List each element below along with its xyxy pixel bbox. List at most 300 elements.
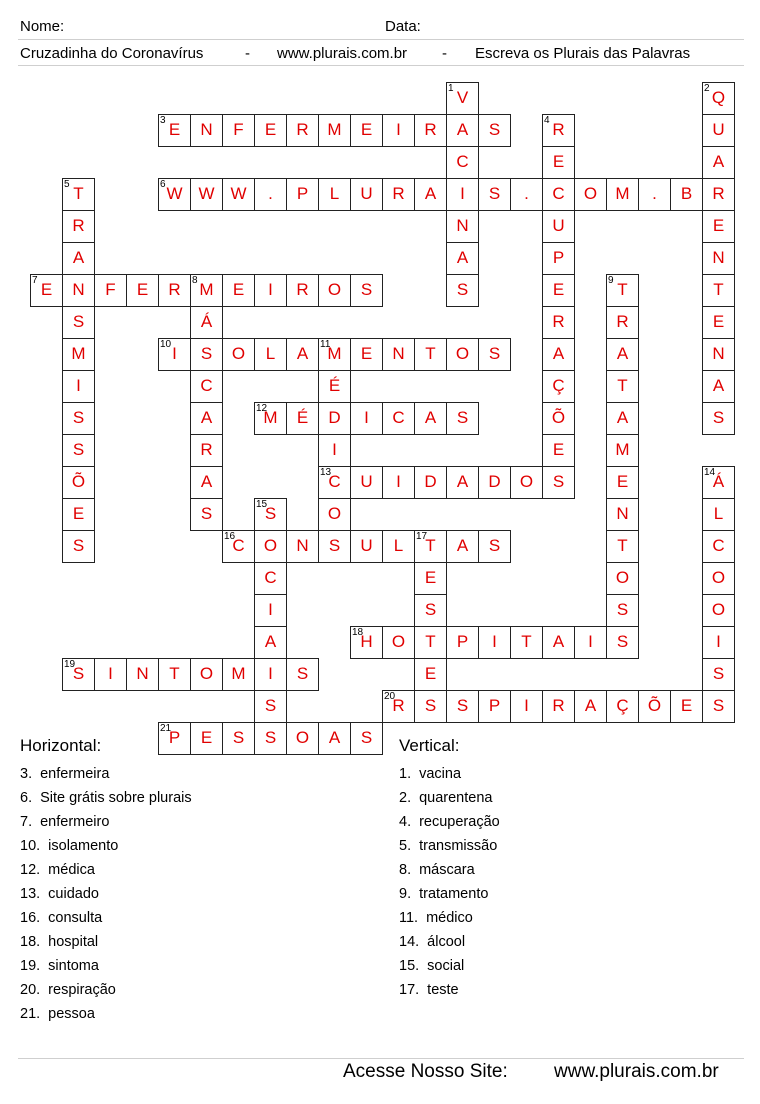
cell-letter: A: [456, 472, 469, 491]
crossword-cell[interactable]: [254, 658, 287, 691]
clue-item: [399, 810, 500, 834]
clue-item-text: tratamento: [419, 886, 489, 902]
cell-letter: L: [265, 344, 276, 363]
clue-number: 20: [384, 691, 396, 702]
crossword-cell[interactable]: [190, 722, 223, 755]
clue-item-text: álcool: [427, 934, 466, 950]
crossword-cell[interactable]: [478, 178, 511, 211]
cell-letter: O: [711, 568, 726, 587]
crossword-cell[interactable]: [190, 402, 223, 435]
crossword-cell[interactable]: [286, 402, 319, 435]
clue-item-text: médica: [48, 862, 95, 878]
title-separator: -: [442, 45, 447, 62]
crossword-cell[interactable]: [190, 466, 223, 499]
cell-letter: T: [425, 344, 436, 363]
cell-letter: H: [360, 632, 373, 651]
clue-item: [20, 810, 192, 834]
crossword-cell[interactable]: [318, 498, 351, 531]
clue-item: [399, 762, 500, 786]
crossword-cell[interactable]: [62, 274, 95, 307]
crossword-cell[interactable]: [702, 242, 735, 275]
cell-letter: I: [108, 664, 113, 683]
crossword-cell[interactable]: [606, 626, 639, 659]
vertical-title: Vertical:: [399, 736, 460, 755]
cell-letter: S: [328, 536, 341, 555]
crossword-cell[interactable]: [94, 274, 127, 307]
cell-letter: R: [168, 280, 181, 299]
cell-letter: T: [425, 536, 436, 555]
cell-letter: I: [268, 280, 273, 299]
crossword-cell[interactable]: [414, 466, 447, 499]
cell-letter: D: [424, 472, 437, 491]
cell-letter: E: [232, 280, 245, 299]
cell-letter: R: [552, 312, 565, 331]
crossword-cell[interactable]: [190, 178, 223, 211]
crossword-cell[interactable]: [606, 530, 639, 563]
cell-letter: E: [552, 440, 565, 459]
crossword-cell[interactable]: [702, 498, 735, 531]
clue-item-number: 18.: [20, 934, 41, 950]
cell-letter: S: [264, 728, 277, 747]
crossword-cell[interactable]: [350, 530, 383, 563]
crossword-cell[interactable]: [638, 690, 671, 723]
crossword-cell[interactable]: [446, 690, 479, 723]
crossword-cell[interactable]: [670, 178, 703, 211]
clue-item-text: médico: [426, 910, 473, 926]
crossword-cell[interactable]: [574, 626, 607, 659]
clue-item-number: 2.: [399, 790, 412, 806]
cell-letter: S: [456, 696, 469, 715]
horizontal-clues: [20, 736, 192, 1026]
clue-item-number: 8.: [399, 862, 412, 878]
clue-item-number: 12.: [20, 862, 41, 878]
clue-item-number: 14.: [399, 934, 420, 950]
clue-item: [20, 834, 192, 858]
clue-number: 18: [352, 627, 364, 638]
crossword-cell[interactable]: [254, 530, 287, 563]
crossword-cell[interactable]: [254, 690, 287, 723]
crossword-cell[interactable]: [382, 626, 415, 659]
clue-item-number: 19.: [20, 958, 41, 974]
clue-item-number: 5.: [399, 838, 412, 854]
crossword-cell[interactable]: [350, 722, 383, 755]
cell-letter: U: [360, 472, 373, 491]
crossword-cell[interactable]: [62, 306, 95, 339]
crossword-cell[interactable]: [382, 530, 415, 563]
cell-letter: M: [327, 344, 342, 363]
crossword-cell[interactable]: [702, 402, 735, 435]
crossword-cell[interactable]: [478, 338, 511, 371]
cell-letter: C: [328, 472, 341, 491]
crossword-cell[interactable]: [382, 114, 415, 147]
crossword-cell[interactable]: [190, 114, 223, 147]
cell-letter: N: [200, 120, 213, 139]
cell-letter: S: [72, 408, 85, 427]
crossword-cell[interactable]: [286, 338, 319, 371]
crossword-cell[interactable]: [606, 338, 639, 371]
crossword-cell[interactable]: [702, 178, 735, 211]
crossword-cell[interactable]: [478, 690, 511, 723]
crossword-cell[interactable]: [318, 114, 351, 147]
crossword-cell[interactable]: [702, 114, 735, 147]
crossword-cell[interactable]: [702, 210, 735, 243]
cell-letter: T: [169, 664, 180, 683]
crossword-cell[interactable]: [606, 370, 639, 403]
crossword-cell[interactable]: [286, 530, 319, 563]
cell-letter: I: [332, 440, 337, 459]
cell-letter: A: [72, 248, 85, 267]
crossword-cell[interactable]: [670, 690, 703, 723]
crossword-cell[interactable]: [414, 690, 447, 723]
crossword-cell[interactable]: [446, 178, 479, 211]
crossword-cell[interactable]: [286, 274, 319, 307]
clue-item-text: sintoma: [48, 958, 99, 974]
crossword-cell[interactable]: [446, 114, 479, 147]
cell-letter: S: [72, 536, 85, 555]
crossword-cell[interactable]: [190, 338, 223, 371]
crossword-cell[interactable]: [254, 338, 287, 371]
crossword-cell[interactable]: [254, 114, 287, 147]
crossword-cell[interactable]: [254, 722, 287, 755]
crossword-cell[interactable]: [318, 434, 351, 467]
crossword-cell[interactable]: [190, 370, 223, 403]
crossword-cell[interactable]: [414, 338, 447, 371]
clue-item: [20, 954, 192, 978]
crossword-cell[interactable]: [318, 402, 351, 435]
crossword-cell[interactable]: [222, 722, 255, 755]
cell-letter: D: [328, 408, 341, 427]
crossword-cell[interactable]: [510, 626, 543, 659]
cell-letter: C: [200, 376, 213, 395]
footer-url[interactable]: www.plurais.com.br: [554, 1061, 719, 1082]
cell-letter: C: [552, 184, 565, 203]
clue-number: 3: [160, 115, 166, 126]
cell-letter: A: [200, 408, 213, 427]
crossword-cell[interactable]: [702, 690, 735, 723]
crossword-cell[interactable]: [190, 306, 223, 339]
crossword-cell[interactable]: [574, 690, 607, 723]
crossword-cell[interactable]: [478, 114, 511, 147]
crossword-cell[interactable]: [254, 274, 287, 307]
crossword-cell[interactable]: [62, 402, 95, 435]
cell-letter: T: [521, 632, 532, 651]
clue-item: [20, 786, 192, 810]
crossword-cell[interactable]: [94, 658, 127, 691]
crossword-cell[interactable]: [574, 178, 607, 211]
crossword-cell[interactable]: [542, 242, 575, 275]
cell-letter: N: [296, 536, 309, 555]
crossword-cell[interactable]: [318, 178, 351, 211]
crossword-cell[interactable]: [254, 562, 287, 595]
clue-number: 12: [256, 403, 268, 414]
cell-letter: V: [456, 88, 469, 107]
clue-item: [399, 834, 500, 858]
crossword-cell[interactable]: [414, 562, 447, 595]
crossword-cell[interactable]: [350, 338, 383, 371]
crossword-cell[interactable]: [638, 178, 671, 211]
crossword-cell[interactable]: [542, 210, 575, 243]
crossword-cell[interactable]: [702, 306, 735, 339]
crossword-cell[interactable]: [478, 530, 511, 563]
crossword-cell[interactable]: [542, 338, 575, 371]
clue-item: [20, 762, 192, 786]
horizontal-title: Horizontal:: [20, 736, 102, 755]
cell-letter: A: [296, 344, 309, 363]
cell-letter: I: [172, 344, 177, 363]
crossword-cell[interactable]: [702, 594, 735, 627]
crossword-cell[interactable]: [62, 242, 95, 275]
cell-letter: R: [552, 120, 565, 139]
cell-letter: S: [616, 600, 629, 619]
crossword-cell[interactable]: [318, 274, 351, 307]
crossword-cell[interactable]: [414, 114, 447, 147]
cell-letter: R: [296, 280, 309, 299]
crossword-cell[interactable]: [62, 338, 95, 371]
crossword-cell[interactable]: [318, 530, 351, 563]
clue-number: 13: [320, 467, 332, 478]
cell-letter: E: [72, 504, 85, 523]
clue-item: [399, 858, 500, 882]
crossword-cell[interactable]: [222, 658, 255, 691]
crossword-cell[interactable]: [318, 722, 351, 755]
clue-number: 5: [64, 179, 70, 190]
clue-item-text: transmissão: [419, 838, 498, 854]
cell-letter: C: [264, 568, 277, 587]
clue-number: 19: [64, 659, 76, 670]
crossword-cell[interactable]: [542, 274, 575, 307]
cell-letter: O: [199, 664, 214, 683]
cell-letter: S: [712, 408, 725, 427]
crossword-cell[interactable]: [606, 594, 639, 627]
cell-letter: U: [360, 184, 373, 203]
crossword-cell[interactable]: [446, 626, 479, 659]
crossword-cell[interactable]: [446, 146, 479, 179]
cell-letter: I: [364, 408, 369, 427]
cell-letter: E: [168, 120, 181, 139]
cell-letter: W: [166, 184, 183, 203]
cell-letter: M: [231, 664, 246, 683]
crossword-cell[interactable]: [350, 274, 383, 307]
crossword-cell[interactable]: [542, 146, 575, 179]
clue-number: 9: [608, 275, 614, 286]
cell-letter: S: [200, 344, 213, 363]
clue-item-text: respiração: [48, 982, 116, 998]
crossword-cell[interactable]: [446, 530, 479, 563]
crossword-cell[interactable]: [62, 434, 95, 467]
cell-letter: O: [519, 472, 534, 491]
cell-letter: F: [105, 280, 116, 299]
crossword-cell[interactable]: [126, 274, 159, 307]
crossword-cell[interactable]: [350, 114, 383, 147]
cell-letter: S: [232, 728, 245, 747]
clue-number: 1: [448, 83, 454, 94]
cell-letter: Ç: [616, 696, 629, 715]
crossword-cell[interactable]: [446, 242, 479, 275]
cell-letter: P: [168, 728, 181, 747]
crossword-cell[interactable]: [62, 210, 95, 243]
crossword-cell[interactable]: [702, 530, 735, 563]
cell-letter: S: [72, 440, 85, 459]
crossword-cell[interactable]: [542, 370, 575, 403]
clue-item-number: 21.: [20, 1006, 41, 1022]
crossword-cell[interactable]: [254, 626, 287, 659]
cell-letter: N: [712, 248, 725, 267]
cell-letter: M: [615, 184, 630, 203]
crossword-cell[interactable]: [222, 178, 255, 211]
cell-letter: Õ: [551, 408, 566, 427]
crossword-cell[interactable]: [606, 402, 639, 435]
crossword-cell[interactable]: [286, 114, 319, 147]
clue-item: [399, 930, 500, 954]
crossword-cell[interactable]: [62, 370, 95, 403]
crossword-cell[interactable]: [446, 466, 479, 499]
crossword-cell[interactable]: [510, 466, 543, 499]
cell-letter: P: [456, 632, 469, 651]
cell-letter: E: [552, 152, 565, 171]
cell-letter: N: [456, 216, 469, 235]
crossword-cell[interactable]: [606, 562, 639, 595]
crossword-cell[interactable]: [542, 690, 575, 723]
crossword-cell[interactable]: [478, 626, 511, 659]
cell-letter: S: [488, 184, 501, 203]
crossword-cell[interactable]: [190, 434, 223, 467]
cell-letter: O: [583, 184, 598, 203]
cell-letter: N: [712, 344, 725, 363]
crossword-cell[interactable]: [702, 626, 735, 659]
crossword-cell[interactable]: [446, 338, 479, 371]
cell-letter: A: [424, 408, 437, 427]
cell-letter: O: [327, 504, 342, 523]
crossword-cell[interactable]: [414, 626, 447, 659]
clue-item: [20, 882, 192, 906]
crossword-cell[interactable]: [446, 402, 479, 435]
crossword-cell[interactable]: [606, 498, 639, 531]
cell-letter: I: [588, 632, 593, 651]
crossword-cell[interactable]: [510, 178, 543, 211]
cell-letter: F: [233, 120, 244, 139]
clue-number: 16: [224, 531, 236, 542]
crossword-cell[interactable]: [190, 498, 223, 531]
crossword-cell[interactable]: [606, 434, 639, 467]
crossword-cell[interactable]: [350, 402, 383, 435]
crossword-cell[interactable]: [222, 114, 255, 147]
crossword-cell[interactable]: [158, 274, 191, 307]
crossword-cell[interactable]: [542, 434, 575, 467]
crossword-cell[interactable]: [414, 658, 447, 691]
crossword-cell[interactable]: [382, 402, 415, 435]
crossword-cell[interactable]: [158, 658, 191, 691]
crossword-cell[interactable]: [286, 178, 319, 211]
cell-letter: O: [711, 600, 726, 619]
crossword-cell[interactable]: [254, 178, 287, 211]
cell-letter: E: [264, 120, 277, 139]
cell-letter: M: [199, 280, 214, 299]
crossword-cell[interactable]: [702, 370, 735, 403]
crossword-cell[interactable]: [350, 178, 383, 211]
crossword-cell[interactable]: [126, 658, 159, 691]
crossword-cell[interactable]: [382, 338, 415, 371]
cell-letter: E: [424, 664, 437, 683]
crossword-cell[interactable]: [62, 498, 95, 531]
cell-letter: Á: [200, 312, 213, 331]
crossword-cell[interactable]: [702, 274, 735, 307]
clue-item-number: 17.: [399, 982, 420, 998]
clue-item-number: 3.: [20, 766, 33, 782]
cell-letter: S: [72, 312, 85, 331]
cell-letter: I: [492, 632, 497, 651]
crossword-cell[interactable]: [510, 690, 543, 723]
crossword-cell[interactable]: [542, 626, 575, 659]
cell-letter: L: [713, 504, 724, 523]
cell-letter: O: [295, 728, 310, 747]
cell-letter: E: [680, 696, 693, 715]
crossword-cell[interactable]: [350, 466, 383, 499]
clue-number: 4: [544, 115, 550, 126]
clue-number: 11: [320, 339, 331, 350]
crossword-cell[interactable]: [414, 402, 447, 435]
crossword-cell[interactable]: [542, 178, 575, 211]
crossword-cell[interactable]: [702, 562, 735, 595]
crossword-cell[interactable]: [222, 338, 255, 371]
crossword-cell[interactable]: [414, 178, 447, 211]
cell-letter: L: [393, 536, 404, 555]
crossword-cell[interactable]: [286, 658, 319, 691]
cell-letter: A: [456, 248, 469, 267]
cell-letter: I: [460, 184, 465, 203]
crossword-cell[interactable]: [254, 594, 287, 627]
cell-letter: O: [455, 344, 470, 363]
cell-letter: W: [198, 184, 215, 203]
crossword-cell[interactable]: [542, 402, 575, 435]
crossword-cell[interactable]: [606, 306, 639, 339]
cell-letter: R: [296, 120, 309, 139]
crossword-cell[interactable]: [62, 466, 95, 499]
crossword-cell[interactable]: [702, 338, 735, 371]
clue-item-text: social: [427, 958, 465, 974]
cell-letter: E: [552, 280, 565, 299]
cell-letter: R: [392, 696, 405, 715]
crossword-cell[interactable]: [62, 530, 95, 563]
cell-letter: D: [488, 472, 501, 491]
crossword-cell[interactable]: [446, 210, 479, 243]
clue-item-text: teste: [427, 982, 459, 998]
cell-letter: M: [263, 408, 278, 427]
cell-letter: .: [524, 184, 529, 203]
crossword-cell[interactable]: [702, 146, 735, 179]
crossword-cell[interactable]: [190, 658, 223, 691]
crossword-cell[interactable]: [318, 370, 351, 403]
crossword-cell[interactable]: [478, 466, 511, 499]
crossword-cell[interactable]: [606, 178, 639, 211]
crossword-cell[interactable]: [702, 658, 735, 691]
title-separator: -: [245, 45, 250, 62]
cell-letter: P: [488, 696, 501, 715]
crossword-cell[interactable]: [542, 306, 575, 339]
crossword-cell[interactable]: [446, 274, 479, 307]
crossword-cell[interactable]: [222, 274, 255, 307]
clue-number: 6: [160, 179, 166, 190]
crossword-cell[interactable]: [606, 690, 639, 723]
crossword-cell[interactable]: [542, 466, 575, 499]
crossword-cell[interactable]: [382, 178, 415, 211]
worksheet-title: Cruzadinha do Coronavírus: [20, 45, 204, 62]
clue-item-text: enfermeiro: [40, 814, 110, 830]
crossword-cell[interactable]: [382, 466, 415, 499]
crossword-cell[interactable]: [606, 466, 639, 499]
cell-letter: E: [360, 344, 373, 363]
crossword-cell[interactable]: [414, 594, 447, 627]
crossword-cell[interactable]: [286, 722, 319, 755]
